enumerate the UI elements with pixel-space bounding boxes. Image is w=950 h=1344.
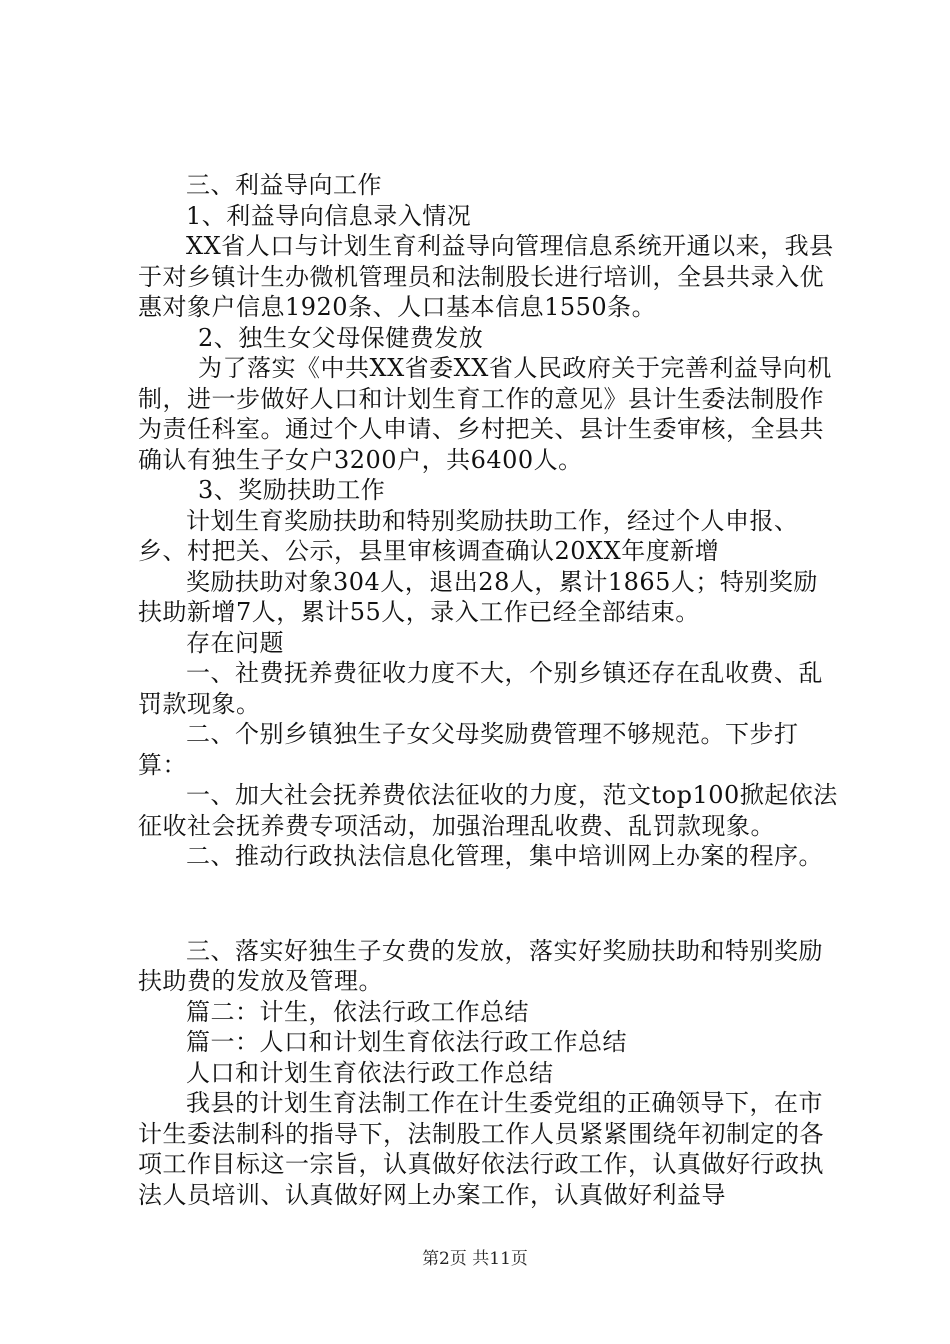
paragraph: 我县的计划生育法制工作在计生委党组的正确领导下，在市计生委法制科的指导下，法制股工作人员紧紧围绕年初制定的各项工作目标这一宗旨，认真做好依法行政工作，认真做好行政执法人员培训、认真做好网上办案工作，认真做好利益导 xyxy=(138,1089,824,1209)
page-footer: 第2页 共11页 xyxy=(422,1249,528,1269)
paragraph: 1、利益导向信息录入情况 xyxy=(186,201,472,230)
paragraph: 二、推动行政执法信息化管理，集中培训网上办案的程序。 xyxy=(186,842,823,870)
document-body xyxy=(138,170,838,1210)
paragraph: 人口和计划生育依法行政工作总结 xyxy=(186,1058,554,1087)
paragraph: 篇二：计生，依法行政工作总结 xyxy=(186,997,529,1026)
paragraph: 计划生育奖励扶助和特别奖励扶助工作，经过个人申报、乡、村把关、公示，县里审核调查确认20XX年度新增 xyxy=(138,506,799,565)
paragraph: 三、利益导向工作 xyxy=(186,171,382,199)
paragraph: 一、加大社会抚养费依法征收的力度，范文top100掀起依法征收社会抚养费专项活动，加强治理乱收费、乱罚款现象。 xyxy=(138,781,838,840)
paragraph: 二、个别乡镇独生子女父母奖励费管理不够规范。下步打算： xyxy=(138,720,799,779)
paragraph: 一、社费抚养费征收力度不大，个别乡镇还存在乱收费、乱罚款现象。 xyxy=(138,659,823,718)
paragraph: 三、落实好独生子女费的发放，落实好奖励扶助和特别奖励扶助费的发放及管理。 xyxy=(138,936,823,995)
paragraph-spacer xyxy=(138,888,838,920)
paragraph: 为了落实《中共XX省委XX省人民政府关于完善利益导向机制，进一步做好人口和计划生育工作的意见》县计生委法制股作为责任科室。通过个人申请、乡村把关、县计生委审核，全县共确认有独生子女户3200户，共6400人。 xyxy=(138,354,832,474)
paragraph: 2、独生女父母保健费发放 xyxy=(198,323,484,352)
paragraph: 奖励扶助对象304人，退出28人，累计1865人；特别奖励扶助新增7人，累计55人，录入工作已经全部结束。 xyxy=(138,567,818,626)
paragraph: 篇一：人口和计划生育依法行政工作总结 xyxy=(186,1028,627,1056)
paragraph: XX省人口与计划生育利益导向管理信息系统开通以来，我县于对乡镇计生办微机管理员和法制股长进行培训，全县共录入优惠对象户信息1920条、人口基本信息1550条。 xyxy=(138,232,834,321)
paragraph: 3、奖励扶助工作 xyxy=(198,476,386,504)
paragraph: 存在问题 xyxy=(186,628,284,657)
